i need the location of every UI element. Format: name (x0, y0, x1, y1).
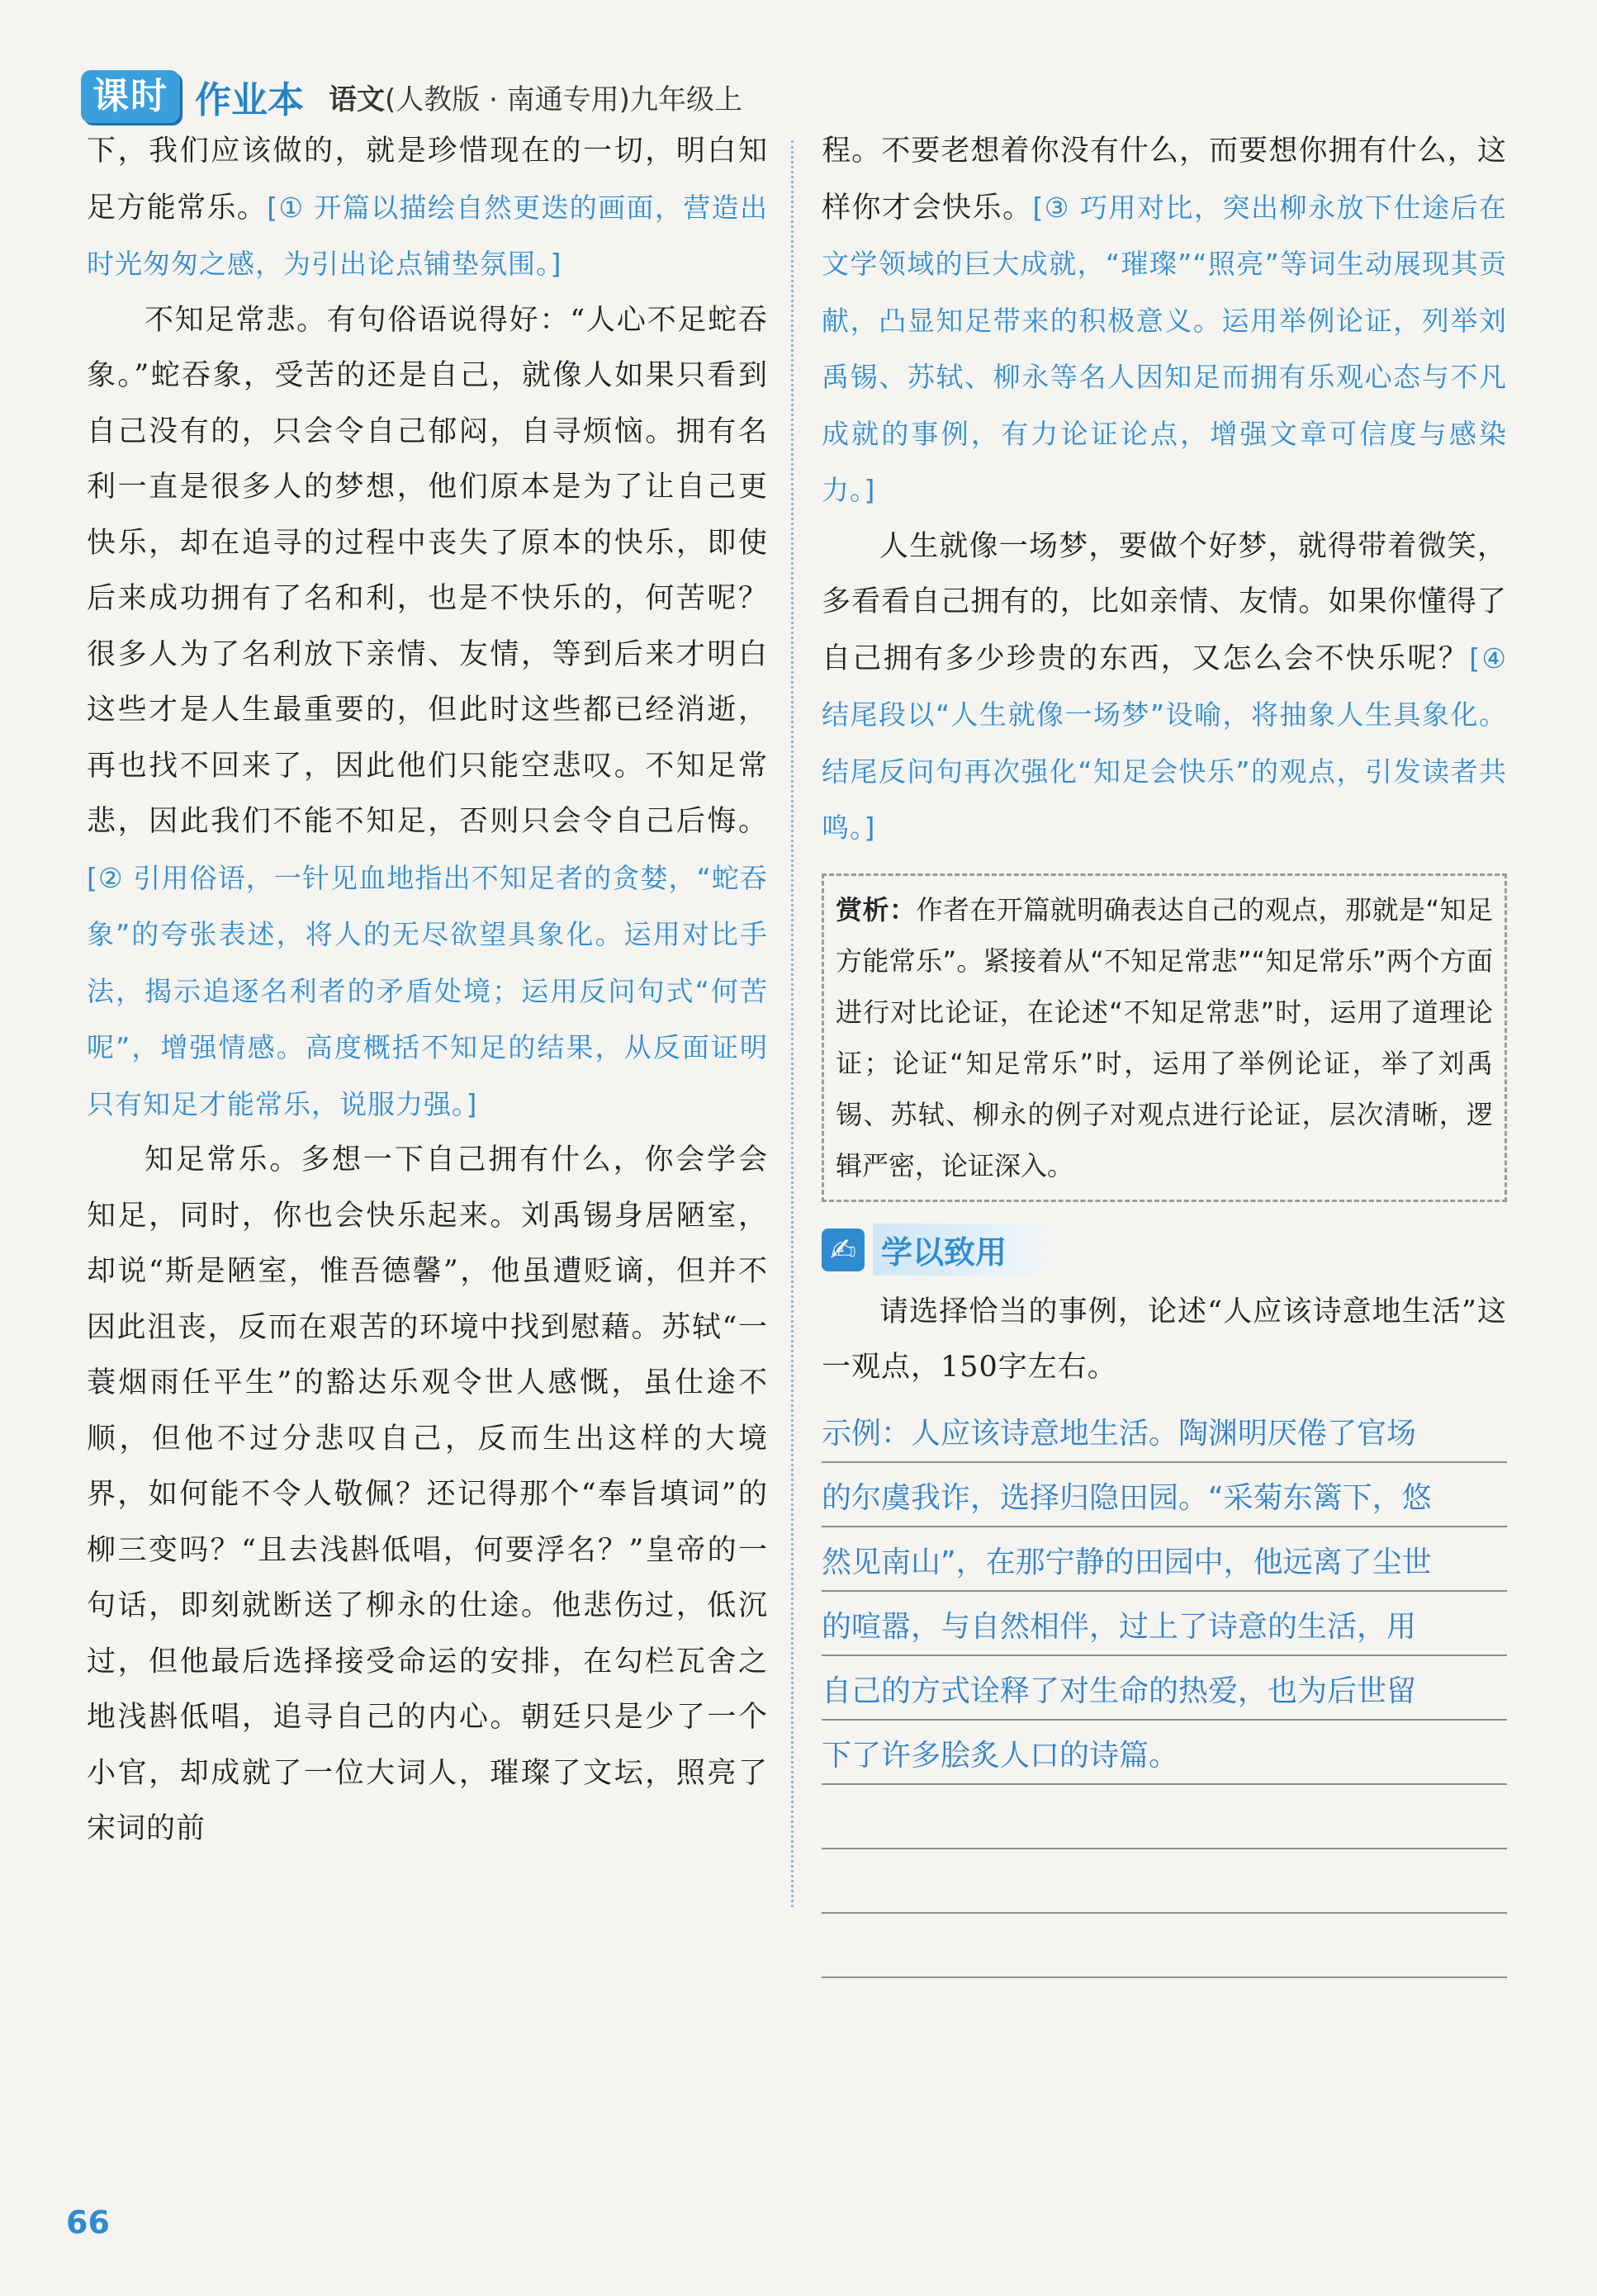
answer-line[interactable]: 自己的方式诠释了对生命的热爱，也为后世留 (822, 1656, 1507, 1721)
essay-text: 知足常乐。多想一下自己拥有什么，你会学会知足，同时，你也会快乐起来。刘禹锡身居陋室，却说“斯是陋室，惟吾德馨”，他虽遭贬谪，但并不因此沮丧，反而在艰苦的环境中找到慰藉。苏轼“一蓑烟雨任平生”的豁达乐观令世人感慨，虽仕途不顺，但他不过分悲叹自己，反而生出这样的大境界，如何能不令人敬佩？还记得那个“奉旨填词”的柳三变吗？“且去浅斟低唱，何要浮名？”皇帝的一句话，即刻就断送了柳永的仕途。他悲伤过，低沉过，但他最后选择接受命运的安排，在勾栏瓦舍之地浅斟低唱，追寻自己的内心。朝廷只是少了一个小官，却成就了一位大词人，璀璨了文坛，照亮了宋词的前 (87, 1143, 768, 1845)
pen-icon: ✍ (822, 1228, 865, 1271)
page-number: 66 (66, 2204, 110, 2241)
answer-line[interactable] (822, 1785, 1507, 1849)
answer-line[interactable]: 示例：人应该诗意地生活。陶渊明厌倦了官场 (822, 1399, 1507, 1463)
subject-info (329, 77, 742, 117)
annotation-note: [② 引用俗语，一针见血地指出不知足者的贪婪，“蛇吞象”的夸张表述，将人的无尽欲望具象化。运用对比手法，揭示追逐名利者的矛盾处境；运用反问句式“何苦呢”，增强情感。高度概括不知足的结果，从反面证明只有知足才能常乐，说服力强。] (87, 861, 768, 1120)
paragraph (822, 519, 1507, 857)
subject-name: 语文 (329, 83, 385, 116)
essay-text: 下，我们应该做的，就是珍惜现在的一切，明白知足方能常乐。 (87, 135, 768, 225)
essay-text: 人生就像一场梦，要做个好梦，就得带着微笑，多看看自己拥有的，比如亲情、友情。如果你懂得了自己拥有多少珍贵的东西，又怎么会不快乐呢？ (822, 529, 1507, 675)
answer-area[interactable] (822, 1399, 1507, 1978)
answer-line[interactable]: 的尔虞我诈，选择归隐田园。“采菊东篱下，悠 (822, 1463, 1507, 1527)
section-header (822, 1225, 1507, 1275)
answer-line[interactable] (822, 1914, 1507, 1978)
annotation-note: [④ 结尾段以“人生就像一场梦”设喻，将抽象人生具象化。结尾反问句再次强化“知足会快乐”的观点，引发读者共鸣。] (822, 641, 1507, 844)
essay-text: 程。不要老想着你没有什么，而要想你拥有什么，这样你才会快乐。 (822, 135, 1507, 225)
paragraph (87, 293, 768, 1134)
answer-line[interactable] (822, 1849, 1507, 1914)
paragraph (87, 1133, 768, 1858)
edition-info: (人教版 · 南通专用)九年级上 (385, 83, 742, 116)
answer-line[interactable]: 然见南山”，在那宁静的田园中，他远离了尘世 (822, 1527, 1507, 1592)
appreciation-text: 作者在开篇就明确表达自己的观点，那就是“知足方能常乐”。紧接着从“不知足常悲”“知足常乐”两个方面进行对比论证，在论述“不知足常悲”时，运用了道理论证；论证“知足常乐”时，运用了举例论证，举了刘禹锡、苏轼、柳永的例子对观点进行论证，层次清晰，逻辑严密，论证深入。 (836, 893, 1493, 1181)
paragraph (87, 124, 768, 293)
essay-text: 不知足常悲。有句俗语说得好：“人心不足蛇吞象。”蛇吞象，受苦的还是自己，就像人如果只看到自己没有的，只会令自己郁闷，自寻烦恼。拥有名利一直是很多人的梦想，他们原本是为了让自己更快乐，却在追寻的过程中丧失了原本的快乐，即使后来成功拥有了名和利，也是不快乐的，何苦呢？很多人为了名利放下亲情、友情，等到后来才明白这些才是人生最重要的，但此时这些都已经消逝，再也找不回来了，因此他们只能空悲叹。不知足常悲，因此我们不能不知足，否则只会令自己后悔。 (87, 303, 768, 838)
column-divider (791, 140, 794, 1907)
exercise-prompt: 请选择恰当的事例，论述“人应该诗意地生活”这一观点，150字左右。 (822, 1295, 1507, 1384)
right-column (822, 124, 1507, 1978)
section-title: 学以致用 (873, 1224, 1056, 1276)
book-logo: 课时 (81, 70, 180, 123)
left-column (87, 124, 768, 1858)
page-header (81, 69, 742, 124)
paragraph (822, 124, 1507, 519)
answer-line[interactable]: 下了许多脍炙人口的诗篇。 (822, 1721, 1507, 1785)
book-brand: 作业本 (195, 79, 304, 121)
appreciation-box (822, 873, 1507, 1202)
appreciation-label: 赏析： (836, 893, 917, 926)
annotation-note: [① 开篇以描绘自然更迭的画面，营造出时光匆匆之感，为引出论点铺垫氛围。] (87, 191, 768, 280)
annotation-note: [③ 巧用对比，突出柳永放下仕途后在文学领域的巨大成就，“璀璨”“照亮”等词生动展现其贡献，凸显知足带来的积极意义。运用举例论证，列举刘禹锡、苏轼、柳永等名人因知足而拥有乐观心态与不凡成就的事例，有力论证论点，增强文章可信度与感染力。] (822, 191, 1507, 506)
answer-line[interactable]: 的喧嚣，与自然相伴，过上了诗意的生活，用 (822, 1592, 1507, 1656)
